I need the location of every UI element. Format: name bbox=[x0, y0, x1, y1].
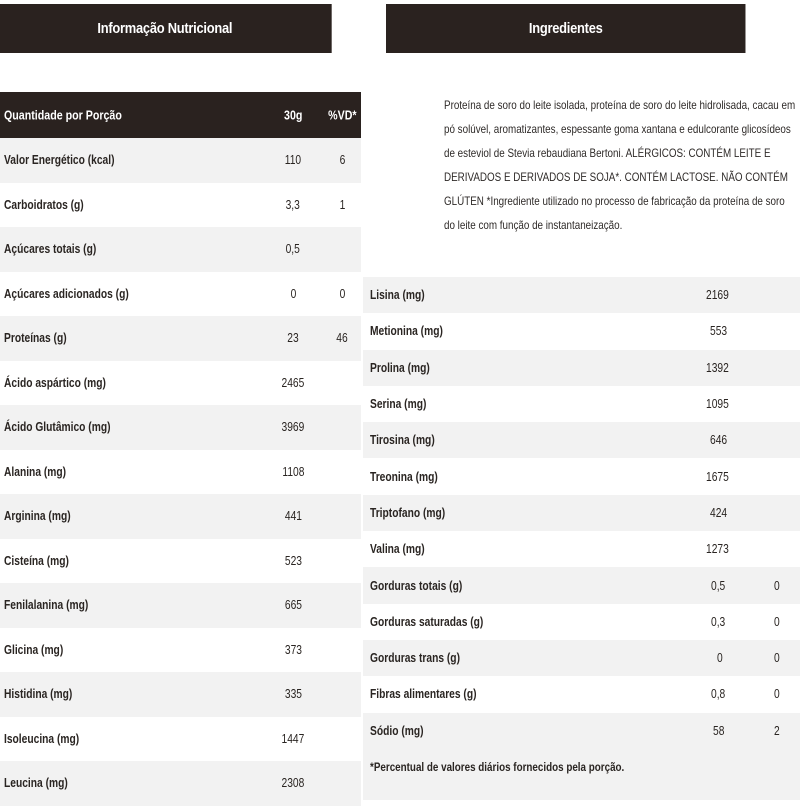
nutrient-vd: 0 bbox=[774, 687, 780, 702]
nutrient-amount: 1447 bbox=[281, 731, 305, 746]
nutrient-row bbox=[0, 272, 361, 317]
nutrient-row bbox=[0, 628, 361, 673]
nutrient-row bbox=[363, 676, 800, 712]
nutrient-name: Gorduras saturadas (g) bbox=[370, 614, 484, 629]
nutrient-row bbox=[0, 717, 361, 762]
nutrient-row bbox=[363, 422, 800, 458]
nutrient-amount: 3969 bbox=[281, 420, 305, 435]
footnote bbox=[370, 760, 680, 774]
nutrient-row bbox=[0, 450, 361, 495]
nutrient-name: Ácido Glutâmico (mg) bbox=[4, 420, 111, 435]
nutrient-vd: 0 bbox=[774, 578, 780, 593]
nutrient-name: Metionina (mg) bbox=[370, 324, 443, 339]
nutrient-row bbox=[363, 713, 800, 749]
nutrient-amount: 0,8 bbox=[711, 687, 726, 702]
nutrient-name: Lisina (mg) bbox=[370, 288, 425, 303]
nutrient-row bbox=[0, 761, 361, 806]
nutrient-row bbox=[0, 361, 361, 406]
nutrient-name: Glicina (mg) bbox=[4, 642, 64, 657]
nutrient-amount: 373 bbox=[284, 642, 302, 657]
nutrient-row bbox=[363, 495, 800, 531]
nutrient-vd: 1 bbox=[339, 197, 345, 212]
nutrient-amount: 0,5 bbox=[285, 242, 301, 257]
ingredients-text-block bbox=[444, 93, 799, 237]
nutrient-row bbox=[363, 277, 800, 313]
nutrient-amount: 665 bbox=[284, 598, 302, 613]
nutrition-table-left bbox=[0, 92, 361, 806]
nutrient-name: Treonina (mg) bbox=[370, 469, 438, 484]
nutrient-amount: 3,3 bbox=[285, 197, 301, 212]
ingredients-header-title: Ingredientes bbox=[528, 20, 603, 37]
nutrient-name: Valina (mg) bbox=[370, 542, 425, 557]
column-header-quantity: Quantidade por Porção bbox=[4, 107, 122, 123]
footnote-text: *Percentual de valores diários fornecidos pela porção. bbox=[370, 760, 625, 774]
nutrient-row bbox=[363, 350, 800, 386]
nutrient-amount: 58 bbox=[713, 723, 725, 738]
nutrient-row bbox=[0, 227, 361, 272]
nutrient-row bbox=[363, 313, 800, 349]
nutrient-name: Gorduras totais (g) bbox=[370, 578, 463, 593]
nutrient-row bbox=[0, 583, 361, 628]
nutrient-amount: 1095 bbox=[706, 397, 729, 412]
nutrient-vd: 0 bbox=[774, 614, 780, 629]
nutrient-row bbox=[363, 458, 800, 494]
nutrient-row bbox=[363, 386, 800, 422]
nutrient-amount: 0 bbox=[290, 286, 296, 301]
column-header-vd: %VD* bbox=[327, 107, 357, 123]
nutrient-amount: 2169 bbox=[706, 288, 729, 303]
nutrient-name: Sódio (mg) bbox=[370, 723, 424, 738]
nutrient-amount: 1273 bbox=[706, 542, 729, 557]
nutrient-name: Ácido aspártico (mg) bbox=[4, 375, 106, 390]
nutrient-row bbox=[0, 183, 361, 228]
nutrient-amount: 2308 bbox=[281, 776, 305, 791]
nutrient-name: Leucina (mg) bbox=[4, 776, 68, 791]
nutrient-name: Arginina (mg) bbox=[4, 509, 71, 524]
nutrient-name: Carboidratos (g) bbox=[4, 197, 84, 212]
nutrient-row bbox=[363, 567, 800, 603]
nutrition-table-right bbox=[363, 277, 800, 749]
nutrition-header-title: Informação Nutricional bbox=[97, 20, 233, 37]
column-header-amount: 30g bbox=[283, 107, 303, 123]
nutrient-name: Serina (mg) bbox=[370, 397, 427, 412]
nutrient-amount: 646 bbox=[709, 433, 727, 448]
nutrient-row bbox=[0, 494, 361, 539]
nutrient-vd: 0 bbox=[774, 651, 780, 666]
nutrient-name: Triptofano (mg) bbox=[370, 505, 446, 520]
nutrient-row bbox=[363, 640, 800, 676]
nutrient-name: Açúcares adicionados (g) bbox=[4, 286, 129, 301]
nutrient-vd: 46 bbox=[336, 331, 348, 346]
nutrient-name: Gorduras trans (g) bbox=[370, 651, 460, 666]
nutrient-name: Histidina (mg) bbox=[4, 687, 73, 702]
nutrient-row bbox=[0, 316, 361, 361]
nutrient-name: Tirosina (mg) bbox=[370, 433, 435, 448]
nutrient-name: Proteínas (g) bbox=[4, 331, 67, 346]
ingredients-text: Proteína de soro do leite isolada, proteína de soro do leite hidrolisada, cacau em pó solúvel, aromatizantes, espessante goma xantana e edulcorante glicosídeos de esteviol de Stevia rebaudiana Bertoni. ALÉRGICOS: CONTÉM LEITE E DERIVADOS E DERIVADOS DE SOJA*. CONTÉM LACTOSE. NÃO CONTÉM GLÚTEN *Ingrediente utilizado no processo de fabricação da proteína de soro do leite com função de instantaneização. bbox=[444, 98, 796, 232]
nutrient-amount: 441 bbox=[284, 509, 302, 524]
nutrient-row bbox=[0, 405, 361, 450]
nutrient-name: Alanina (mg) bbox=[4, 464, 67, 479]
nutrient-name: Isoleucina (mg) bbox=[4, 731, 80, 746]
nutrient-amount: 424 bbox=[709, 505, 727, 520]
nutrition-table-header-row bbox=[0, 92, 361, 138]
nutrient-row bbox=[0, 672, 361, 717]
nutrient-amount: 1108 bbox=[281, 464, 305, 479]
nutrient-name: Açúcares totais (g) bbox=[4, 242, 97, 257]
nutrient-amount: 1675 bbox=[706, 469, 729, 484]
nutrient-amount: 23 bbox=[287, 331, 299, 346]
ingredients-header bbox=[386, 4, 745, 53]
nutrient-name: Fenilalanina (mg) bbox=[4, 598, 89, 613]
nutrient-row bbox=[0, 138, 361, 183]
nutrient-amount: 523 bbox=[284, 553, 302, 568]
nutrient-vd: 6 bbox=[339, 153, 345, 168]
nutrition-header bbox=[0, 4, 332, 53]
nutrient-row bbox=[363, 531, 800, 567]
nutrient-amount: 0,3 bbox=[711, 614, 726, 629]
nutrient-row bbox=[0, 539, 361, 584]
nutrient-vd: 0 bbox=[339, 286, 345, 301]
nutrient-amount: 2465 bbox=[281, 375, 305, 390]
nutrient-amount: 0 bbox=[716, 651, 723, 666]
nutrient-row bbox=[363, 604, 800, 640]
nutrient-name: Valor Energético (kcal) bbox=[4, 153, 115, 168]
nutrient-amount: 110 bbox=[284, 153, 302, 168]
nutrient-amount: 553 bbox=[709, 324, 727, 339]
nutrient-name: Cisteína (mg) bbox=[4, 553, 69, 568]
nutrient-amount: 335 bbox=[284, 687, 302, 702]
nutrient-name: Fibras alimentares (g) bbox=[370, 687, 477, 702]
nutrient-vd: 2 bbox=[774, 723, 780, 738]
nutrient-amount: 1392 bbox=[706, 360, 729, 375]
nutrient-name: Prolina (mg) bbox=[370, 360, 430, 375]
nutrient-amount: 0,5 bbox=[711, 578, 726, 593]
